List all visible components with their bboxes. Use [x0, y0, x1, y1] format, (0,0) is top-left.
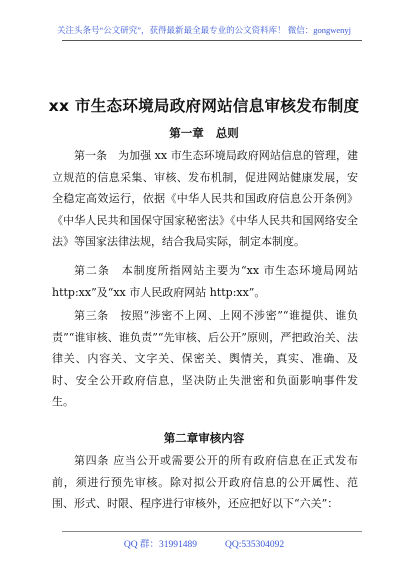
article-2: 第二条 本制度所指网站主要为“xx 市生态环境局网站 http:xx”及“xx 市人民政府网站 http:xx”。	[52, 264, 358, 299]
header-banner: 关注头条号“公文研究”，获得最新最全最专业的公文资料库！ 微信：gongwenyj	[57, 25, 351, 35]
article-3: 第三条 按照“涉密不上网、上网不涉密”“谁提供、谁负责”“谁审核、谁负责”“先审核、后公开”原则，严把政治关、法律关、内容关、文字关、保密关、舆情关，真实、准确、及时、安全公开政府信息，坚决防止失泄密和负面影响事件发生。	[52, 309, 358, 408]
footer-divider	[62, 531, 362, 532]
chapter-1-name: 总则	[215, 126, 239, 140]
article-1: 第一条 为加强 xx 市生态环境局政府网站信息的管理，建立规范的信息采集、审核、发布机制，促进网站健康发展，安全稳定高效运行，依据《中华人民共和国政府信息公开条例》《中华人民共和国保守国家秘密法》《中华人民共和国网络安全法》等国家法律法规，结合我局实际，制定本制度。	[52, 149, 358, 248]
chapter-2-heading: 第二章审核内容	[163, 431, 245, 445]
chapter-1-heading	[0, 125, 408, 141]
footer-qq-group: QQ 群：31991489	[123, 540, 197, 550]
header-divider	[62, 40, 362, 41]
footer-qq-number: QQ:535304092	[224, 540, 285, 550]
footer-contacts	[0, 536, 408, 550]
document-title: xx 市生态环境局政府网站信息审核发布制度	[48, 97, 360, 115]
chapter-1-number: 第一章	[169, 126, 204, 140]
article-4: 第四条 应当公开或需要公开的所有政府信息在正式发布前，须进行预先审核。除对拟公开政府信息的公开属性、范围、形式、时限、程序进行审核外，还应把好以下“六关”：	[52, 454, 358, 510]
